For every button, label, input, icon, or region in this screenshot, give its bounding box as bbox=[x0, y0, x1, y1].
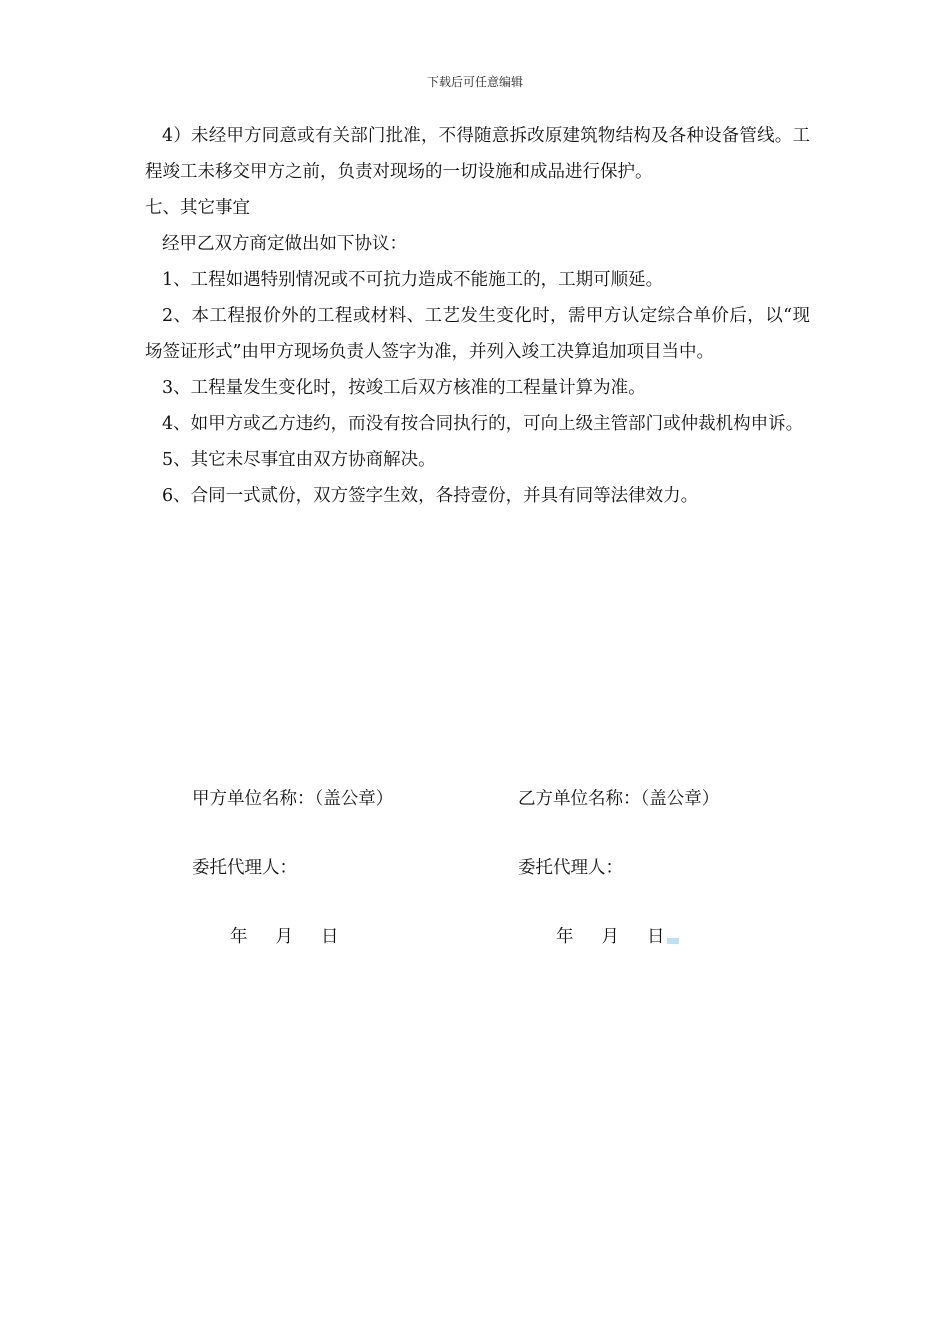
agreement-item-6: 6、合同一式贰份，双方签字生效，各持壹份，并具有同等法律效力。 bbox=[162, 486, 699, 506]
agreement-item-5: 5、其它未尽事宜由双方协商解决。 bbox=[162, 450, 436, 470]
party-a-agent-label: 委托代理人： bbox=[192, 858, 297, 878]
party-a-month-label: 月 bbox=[275, 927, 293, 947]
agreement-item-1: 1、工程如遇特别情况或不可抗力造成不能施工的，工期可顺延。 bbox=[162, 270, 664, 290]
agreement-item-4: 4、如甲方或乙方违约，而没有按合同执行的，可向上级主管部门或仲裁机构申诉。 bbox=[162, 414, 804, 434]
party-a-date-line bbox=[230, 925, 339, 949]
agreement-intro: 经甲乙双方商定做出如下协议： bbox=[162, 234, 407, 254]
party-a-unit-label: 甲方单位名称：（盖公章） bbox=[192, 789, 394, 809]
party-b-unit-label: 乙方单位名称：（盖公章） bbox=[518, 789, 720, 809]
agreement-item-3: 3、工程量发生变化时，按竣工后双方核准的工程量计算为准。 bbox=[162, 378, 646, 398]
text-cursor-marker-icon bbox=[667, 938, 679, 944]
section-title-other-matters: 七、其它事宜 bbox=[145, 198, 250, 218]
party-a-day-label: 日 bbox=[321, 927, 339, 947]
agreement-item-2: 2、本工程报价外的工程或材料、工艺发生变化时，需甲方认定综合单价后，以“现场签证形式”由甲方现场负责人签字为准，并列入竣工决算追加项目当中。 bbox=[145, 306, 810, 362]
page-header-note: 下载后可任意编辑 bbox=[426, 75, 523, 89]
party-b-day-label: 日 bbox=[647, 927, 665, 947]
party-b-year-label: 年 bbox=[556, 927, 574, 947]
clause-4-paragraph: 4）未经甲方同意或有关部门批准，不得随意拆改原建筑物结构及各种设备管线。工程竣工未移交甲方之前，负责对现场的一切设施和成品进行保护。 bbox=[145, 126, 810, 182]
party-b-month-label: 月 bbox=[601, 927, 619, 947]
party-b-date-line bbox=[556, 925, 679, 949]
party-a-year-label: 年 bbox=[230, 927, 248, 947]
contract-body bbox=[145, 118, 810, 514]
party-b-agent-label: 委托代理人： bbox=[518, 858, 623, 878]
